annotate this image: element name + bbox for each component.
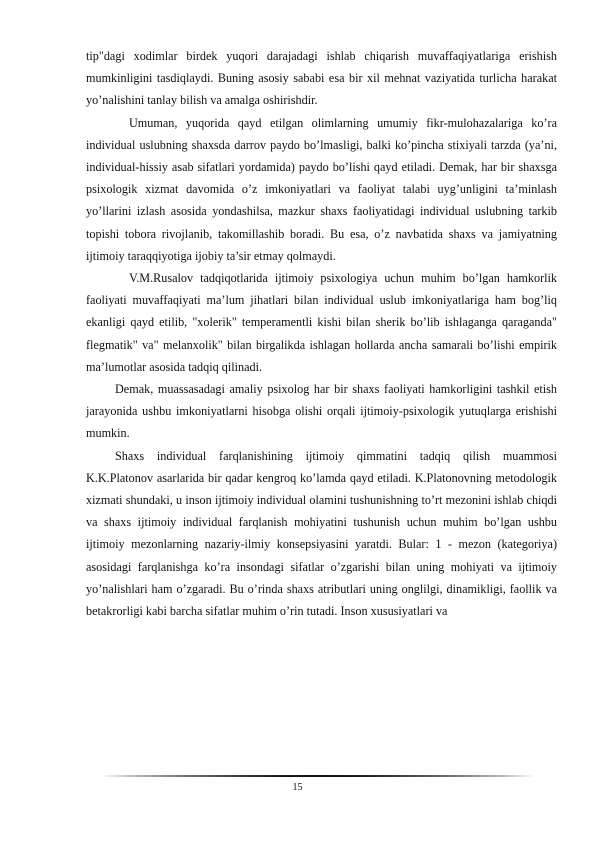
- paragraph-5: Shaxs individual farqlanishining ijtimoiy qimmatini tadqiq qilish muammosi K.K.Platonov asarlarida bir qadar kengroq ko’lamda qayd etiladi. K.Platonovning metodologik xizmati shundaki, u inson ijtimoiy individual olamini tushunishning to’rt mezonini ishlab chiqdi va shaxs ijtimoiy individual farqlanish mohiyatini tushunish uchun muhim bo’lgan ushbu ijtimoiy mezonlarning nazariy-ilmiy konsepsiyasini yaratdi. Bular: 1 - mezon (kategoriya) asosidagi farqlanishga ko’ra insondagi sifatlar o’zgarishi bilan uning mohiyati va ijtimoiy yo’nalishlari ham o’zgaradi. Bu o’rinda shaxs atributlari uning onglilgi, dinamikligi, faollik va betakrorligi kabi barcha sifatlar muhim o’rin tutadi. Inson xususiyatlari va: [86, 448, 557, 619]
- paragraph-1: tip"dagi xodimlar birdek yuqori darajadagi ishlab chiqarish muvaffaqiyatlariga erishish mumkinligini tasdiqlaydi. Buning asosiy sababi esa bir xil mehnat vaziyatida turlicha harakat yo’nalishini tanlay bilish va amalga oshirishdir.: [86, 49, 557, 108]
- document-body: [86, 45, 557, 622]
- page-number: 15: [292, 782, 303, 793]
- paragraph-3: V.M.Rusalov tadqiqotlarida ijtimoiy psixologiya uchun muhim bo’lgan hamkorlik faoliyati muvaffaqiyati ma’lum jihatlari bilan individual uslub imkoniyatlariga ham bog’liq ekanligi qayd etilib, "xolerik" temperamentli kishi bilan sherik bo’lib ishlaganga qaraganda" flegmatik" va" melanxolik" bilan birgalikda ishlagan hollarda ancha samarali bo’lishi empirik ma’lumotlar asosida tadqiq qilinadi.: [86, 271, 557, 374]
- paragraph-4: Demak, muassasadagi amaliy psixolog har bir shaxs faoliyati hamkorligini tashkil etish jarayonida ushbu imkoniyatlarni hisobga olishi orqali ijtimoiy-psixologik yutuqlarga erishishi mumkin.: [86, 382, 557, 441]
- footer-divider: [102, 774, 534, 778]
- paragraph-2: Umuman, yuqorida qayd etilgan olimlarning umumiy fikr-mulohazalariga ko’ra individual uslubning shaxsda darrov paydo bo’lmasligi, balki ko’pincha stixiyali tarzda (ya’ni, individual-hissiy asab sifatlari yordamida) paydo bo’lishi qayd etiladi. Demak, har bir shaxsga psixologik xizmat davomida o’z imkoniyatlari va faoliyat talabi uyg’unligini ta’minlash yo’llarini izlash asosida yondashilsa, mazkur shaxs faoliyatidagi individual uslubning tarkib topishi tobora rivojlanib, takomillashib boradi. Bu esa, o’z navbatida shaxs va jamiyatning ijtimoiy taraqqiyotiga ijobiy ta’sir etmay qolmaydi.: [86, 115, 557, 263]
